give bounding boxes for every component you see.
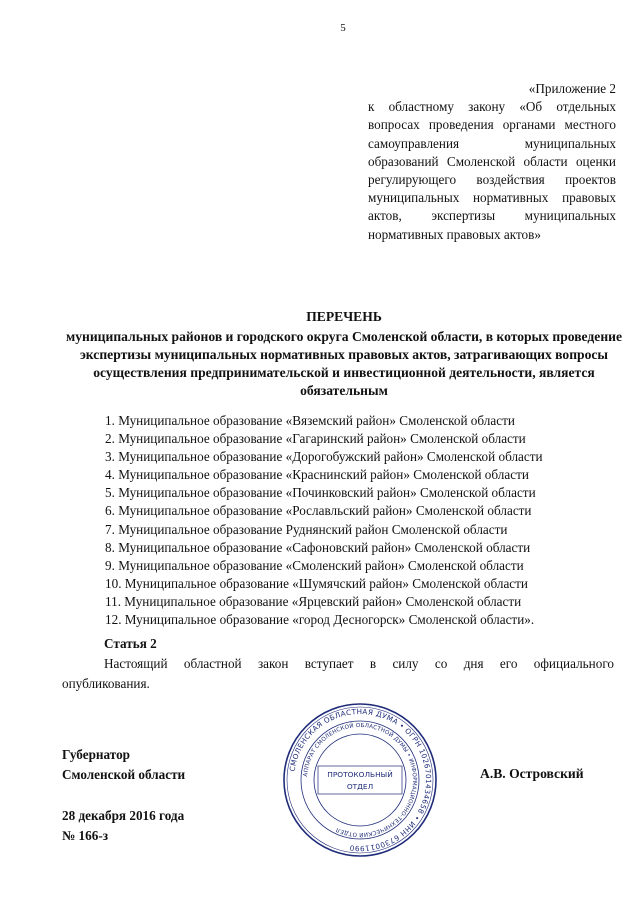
page-number: 5	[340, 22, 346, 34]
appendix-description: к областному закону «Об отдельных вопросах проведения органами местного самоуправления муниципальных образований Смоленской области оценки регулирующего воздействия проектов муниципальных нормативных правовых актов, экспертизы муниципальных нормативных правовых актов»	[368, 99, 616, 242]
signing-date: 28 декабря 2016 года	[62, 808, 185, 823]
list-item: 3. Муниципальное образование «Дорогобужский район» Смоленской области	[105, 449, 543, 465]
list-item: 12. Муниципальное образование «город Десногорск» Смоленской области».	[105, 612, 535, 628]
signatory-title: Губернатор	[62, 747, 130, 762]
list-item: 4. Муниципальное образование «Краснинский район» Смоленской области	[105, 467, 529, 483]
document-title	[62, 308, 626, 400]
seal-center-line-2: ОТДЕЛ	[346, 782, 374, 791]
signatory-region: Смоленской области	[62, 767, 186, 782]
seal-center-line-1: ПРОТОКОЛЬНЫЙ	[327, 770, 393, 779]
list-item: 5. Муниципальное образование «Починковский район» Смоленской области	[105, 485, 536, 501]
municipality-list	[105, 412, 625, 629]
signing-details	[62, 806, 184, 846]
seal-outer-textpath: СМОЛЕНСКАЯ ОБЛАСТНАЯ ДУМА • ОГРН 1026701434658 • ИНН 6730011990	[287, 706, 434, 854]
list-item: 10. Муниципальное образование «Шумячский район» Смоленской области	[105, 575, 528, 591]
article-section	[62, 634, 614, 694]
list-item: 6. Муниципальное образование «Рославльский район» Смоленской области	[105, 503, 532, 519]
article-title: Статья 2	[104, 636, 157, 651]
signatory-name: А.В. Островский	[480, 766, 584, 781]
list-item: 1. Муниципальное образование «Вяземский район» Смоленской области	[105, 413, 515, 428]
list-item: 9. Муниципальное образование «Смоленский район» Смоленской области	[105, 557, 524, 573]
list-item: 2. Муниципальное образование «Гагаринский район» Смоленской области	[105, 431, 526, 447]
seal-inner-text	[303, 722, 417, 838]
title-subtitle: муниципальных районов и городского округа Смоленской области, в которых проведение экспертизы муниципальных нормативных правовых актов, затрагивающих вопросы осуществления предпринимательской и инвестиционной деятельности, является обязательным	[65, 329, 623, 398]
list-item: 11. Муниципальное образование «Ярцевский район» Смоленской области	[105, 593, 522, 609]
article-text: Настоящий областной закон вступает в силу со дня его официального опубликования.	[62, 656, 614, 691]
seal-inner-textpath: АППАРАТ СМОЛЕНСКОЙ ОБЛАСТНОЙ ДУМЫ • ИНФОРМАЦИОННО-ТЕХНИЧЕСКИЙ ОТДЕЛ	[303, 722, 418, 838]
appendix-reference	[368, 80, 616, 244]
title-heading: ПЕРЕЧЕНЬ	[306, 309, 382, 324]
list-item: 8. Муниципальное образование «Сафоновский район» Смоленской области	[105, 539, 531, 555]
law-number: № 166-з	[62, 828, 109, 843]
official-seal-stamp	[280, 700, 440, 860]
signatory-position	[62, 745, 185, 785]
appendix-title: «Приложение 2	[528, 81, 616, 96]
list-item: 7. Муниципальное образование Руднянский район Смоленской области	[105, 521, 508, 537]
